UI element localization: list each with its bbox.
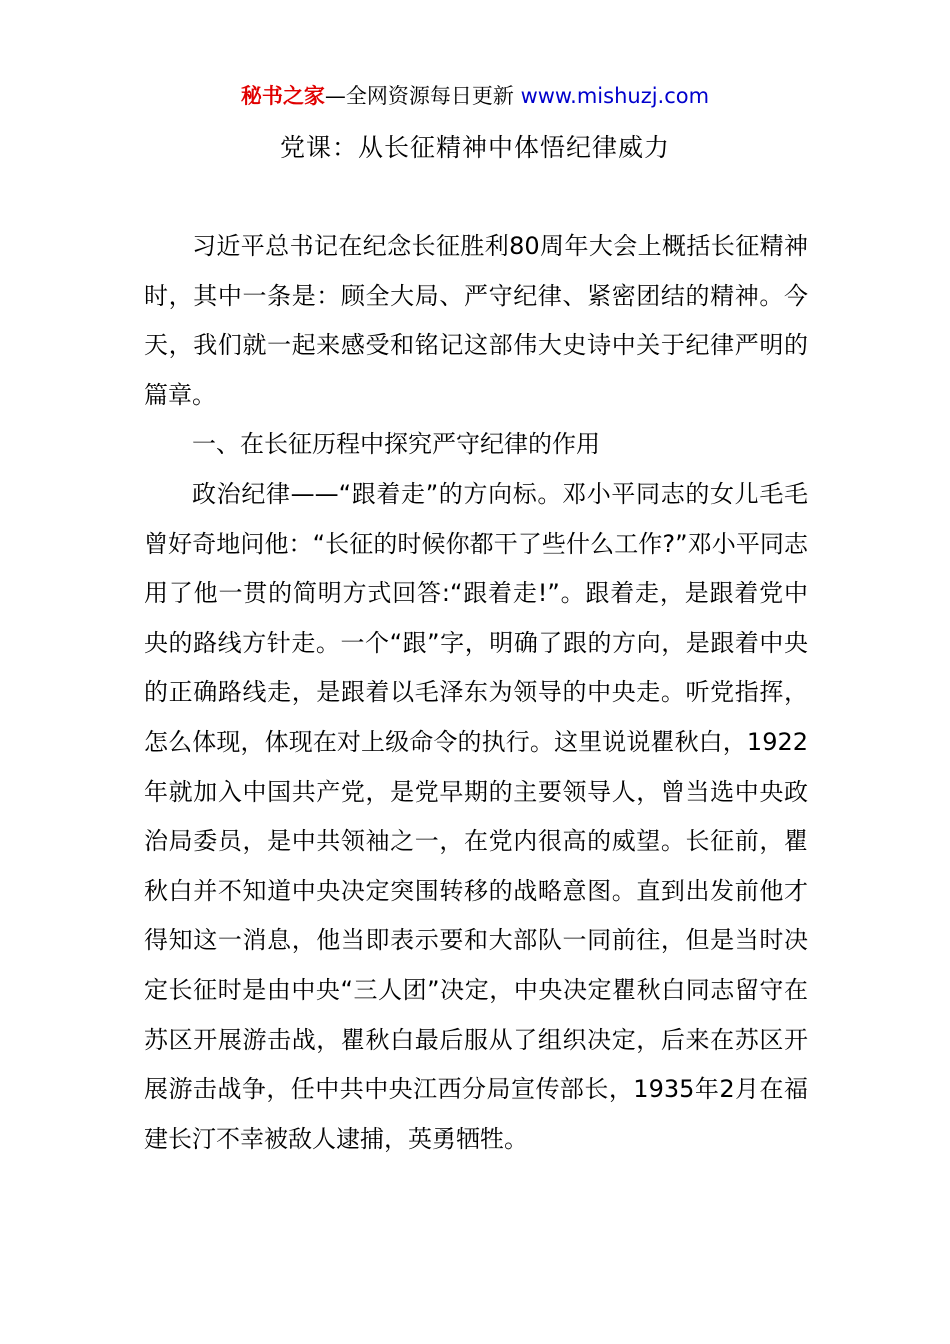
body-paragraph: 政治纪律——“跟着走”的方向标。邓小平同志的女儿毛毛曾好奇地问他：“长征的时候你都干了些什么工作?”邓小平同志用了他一贯的简明方式回答:“跟着走!”。跟着走，是跟着党中央的路线方针走。一个“跟”字，明确了跟的方向，是跟着中央的正确路线走，是跟着以毛泽东为领导的中央走。听党指挥，怎么体现，体现在对上级命令的执行。这里说说瞿秋白，1922年就加入中国共产党，是党早期的主要领导人，曾当选中央政治局委员，是中共领袖之一，在党内很高的威望。长征前，瞿秋白并不知道中央决定突围转移的战略意图。直到出发前他才得知这一消息，他当即表示要和大部队一同前往，但是当时决定长征时是由中央“三人团”决定，中央决定瞿秋白同志留守在苏区开展游击战，瞿秋白最后服从了组织决定，后来在苏区开展游击战争，任中共中央江西分局宣传部长，1935年2月在福建长汀不幸被敌人逮捕，英勇牺牲。	[144, 479, 808, 1153]
document-body	[144, 222, 808, 1164]
intro-paragraph: 习近平总书记在纪念长征胜利80周年大会上概括长征精神时，其中一条是：顾全大局、严守纪律、紧密团结的精神。今天，我们就一起来感受和铭记这部伟大史诗中关于纪律严明的篇章。	[144, 232, 808, 409]
site-url-link[interactable]: www.mishuzj.com	[520, 84, 710, 108]
section-heading: 一、在长征历程中探究严守纪律的作用	[192, 430, 600, 459]
site-header	[0, 80, 950, 112]
brand-name: 秘书之家	[240, 84, 325, 108]
header-tagline: —全网资源每日更新	[324, 84, 514, 108]
document-title: 党课：从长征精神中体悟纪律威力	[279, 133, 670, 162]
